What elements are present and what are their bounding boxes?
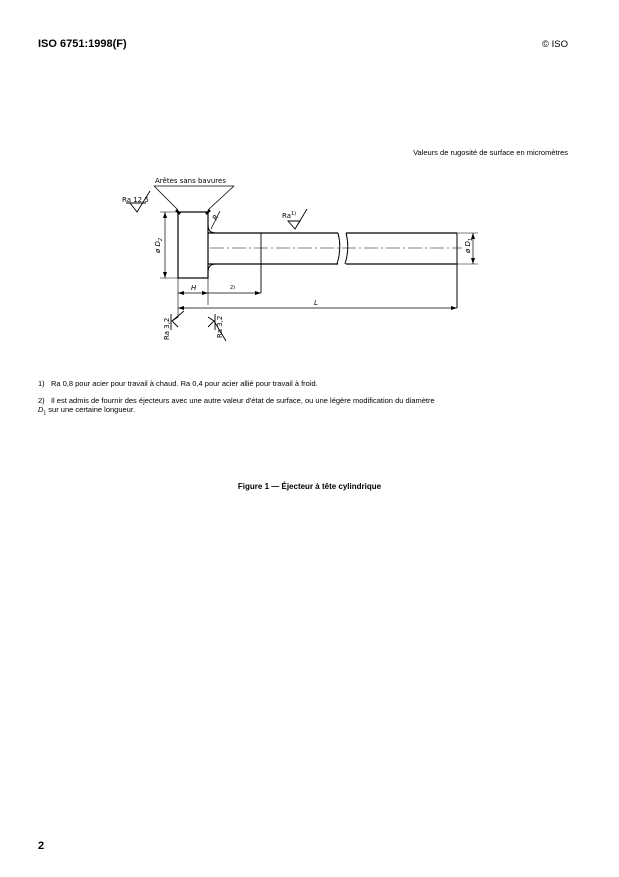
footnote-2 bbox=[38, 396, 438, 419]
document-id: ISO 6751:1998(F) bbox=[38, 38, 127, 50]
d2-arrow-bottom bbox=[163, 272, 167, 278]
ra-left-bottom-label: Ra 3,2 bbox=[163, 317, 171, 340]
ra-shank-label bbox=[282, 211, 296, 220]
d1-label-sub: 1 bbox=[468, 237, 474, 242]
d1-label-base: ø D bbox=[464, 241, 472, 253]
note2-label: 2) bbox=[230, 285, 236, 291]
d2-arrow-top bbox=[163, 212, 167, 218]
d2-label bbox=[154, 238, 164, 254]
units-note: Valeurs de rugosité de surface en micromètres bbox=[413, 148, 568, 157]
footnote-2-text-b: sur une certaine longueur. bbox=[48, 405, 136, 414]
edge-mark-right bbox=[206, 210, 210, 214]
copyright-notice: © ISO bbox=[541, 39, 568, 50]
ra-shank-base: Ra bbox=[282, 212, 291, 220]
figure-caption: Figure 1 — Éjecteur à tête cylindrique bbox=[237, 482, 382, 491]
page-number: 2 bbox=[38, 840, 45, 852]
footnote-2-variable: D bbox=[38, 405, 44, 414]
l-arrow-left bbox=[178, 306, 184, 310]
ejector-head bbox=[178, 212, 208, 278]
h-arrow-left bbox=[178, 291, 184, 295]
note2-arrow-right bbox=[255, 291, 261, 295]
d2-label-base: ø D bbox=[154, 241, 162, 253]
l-label: L bbox=[314, 299, 318, 307]
footnote-1-text: Ra 0,8 pour acier pour travail à chaud. Ra 0,4 pour acier allié pour travail à froid. bbox=[50, 379, 318, 388]
surface-symbol-bottom-left bbox=[171, 311, 184, 330]
ejector-shank-right bbox=[346, 233, 457, 264]
footnote-1-number: 1) bbox=[38, 379, 45, 388]
footnote-2-subscript: 1 bbox=[43, 410, 47, 417]
h-label: H bbox=[191, 284, 197, 292]
edges-label: Arêtes sans bavures bbox=[155, 177, 226, 185]
ra-head-label: Ra 12,5 bbox=[122, 196, 149, 204]
ejector-shank-left bbox=[208, 233, 338, 264]
break-line-right bbox=[345, 233, 348, 264]
break-line-left bbox=[337, 233, 340, 264]
d2-label-sub: 2 bbox=[158, 237, 164, 242]
d1-arrow-bottom bbox=[471, 258, 475, 264]
edges-leader-left bbox=[154, 186, 178, 210]
edge-mark-left bbox=[176, 210, 180, 214]
edges-leader-right bbox=[208, 186, 234, 210]
l-arrow-right bbox=[451, 306, 457, 310]
fillet-bottom bbox=[208, 264, 216, 272]
footnote-1 bbox=[38, 379, 438, 388]
d1-label bbox=[464, 238, 474, 254]
radius-label: R bbox=[211, 213, 221, 222]
footnote-2-text-a: Il est admis de fournir des éjecteurs avec une autre valeur d'état de surface, ou une légère modification du diamètre bbox=[50, 396, 435, 405]
ra-right-bottom-label: Ra 3,2 bbox=[216, 315, 224, 338]
ejector-drawing bbox=[110, 165, 490, 345]
ra-shank-sup: 1) bbox=[291, 211, 297, 217]
h-arrow-right bbox=[202, 291, 208, 295]
footnote-2-number: 2) bbox=[38, 396, 45, 405]
